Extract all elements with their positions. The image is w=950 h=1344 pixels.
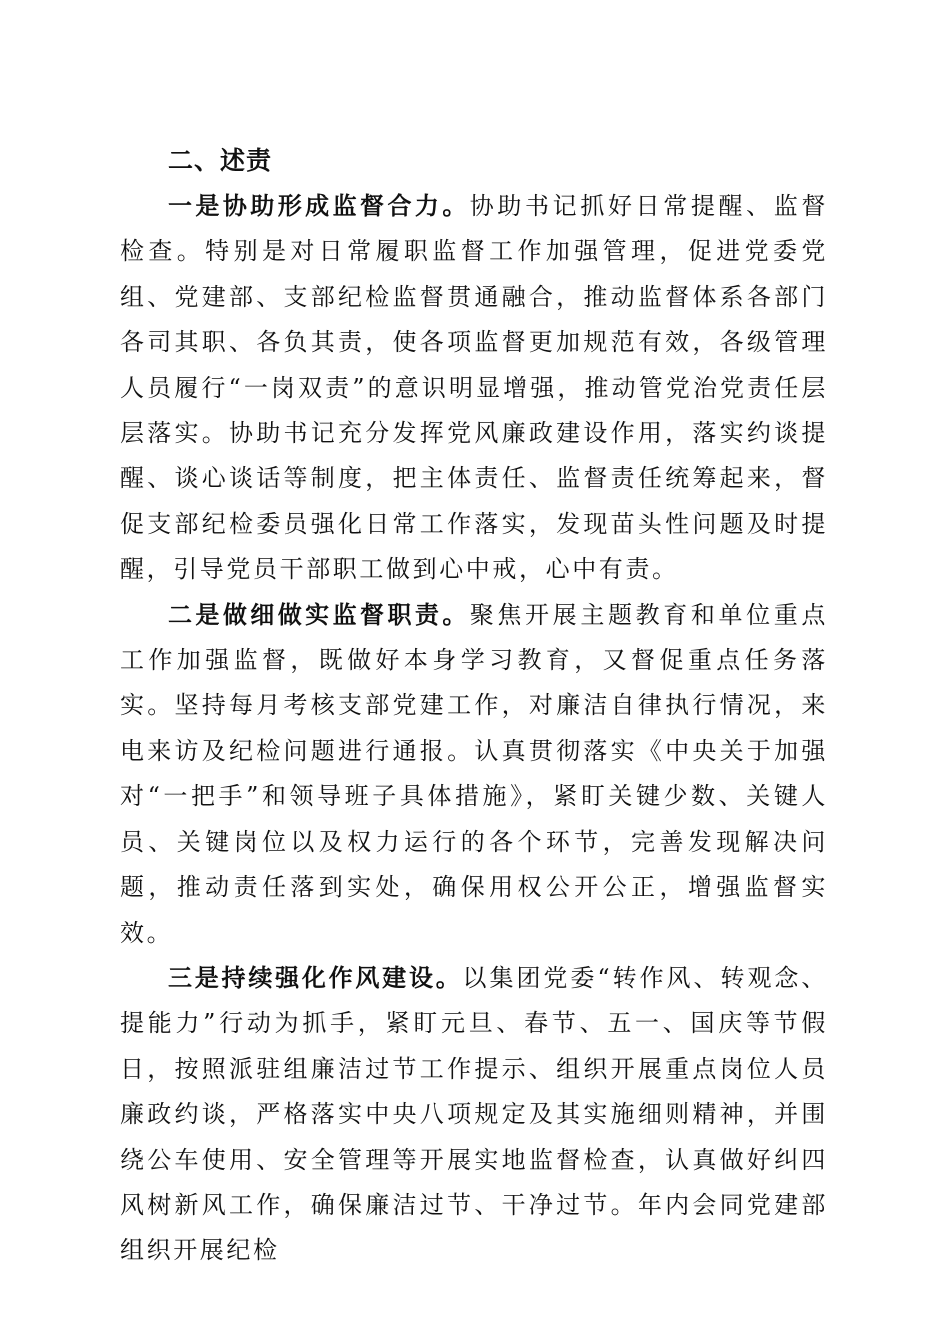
document-body <box>120 138 828 1274</box>
paragraph-2 <box>120 593 828 956</box>
paragraph-1-body: 协助书记抓好日常提醒、监督检查。特别是对日常履职监督工作加强管理，促进党委党组、党建部、支部纪检监督贯通融合，推动监督体系各部门各司其职、各负其责，使各项监督更加规范有效，各级管理人员履行“一岗双责”的意识明显增强，推动管党治党责任层层落实。协助书记充分发挥党风廉政建设作用，落实约谈提醒、谈心谈话等制度，把主体责任、监督责任统筹起来，督促支部纪检委员强化日常工作落实，发现苗头性问题及时提醒，引导党员干部职工做到心中戒，心中有责。 <box>120 192 828 584</box>
paragraph-1-lead: 一是协助形成监督合力。 <box>168 192 470 220</box>
paragraph-2-lead: 二是做细做实监督职责。 <box>168 600 470 629</box>
paragraph-3-body: 以集团党委“转作风、转观念、提能力”行动为抓手，紧盯元旦、春节、五一、国庆等节假日，按照派驻组廉洁过节工作提示、组织开展重点岗位人员廉政约谈，严格落实中央八项规定及其实施细则精神，并围绕公车使用、安全管理等开展实地监督检查，认真做好纠四风树新风工作，确保廉洁过节、干净过节。年内会同党建部组织开展纪检 <box>120 963 829 1265</box>
paragraph-1 <box>120 184 828 593</box>
paragraph-3 <box>120 956 828 1274</box>
paragraph-3-lead: 三是持续强化作风建设。 <box>168 963 463 992</box>
section-heading: 二、述责 <box>168 146 273 175</box>
paragraph-2-body: 聚焦开展主题教育和单位重点工作加强监督，既做好本身学习教育，又督促重点任务落实。坚持每月考核支部党建工作，对廉洁自律执行情况，来电来访及纪检问题进行通报。认真贯彻落实《中央关于加强对“一把手”和领导班子具体措施》，紧盯关键少数、关键人员、关键岗位以及权力运行的各个环节，完善发现解决问题，推动责任落到实处，确保用权公开公正，增强监督实效。 <box>120 600 828 947</box>
